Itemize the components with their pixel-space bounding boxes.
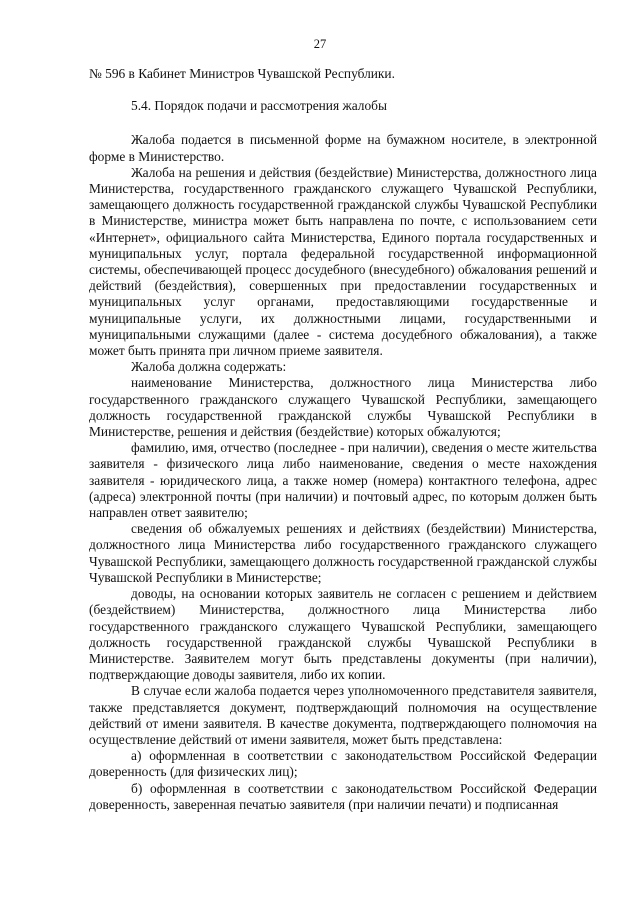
paragraph: Жалоба на решения и действия (бездействие) Министерства, должностного лица Министерства, государственного гражданского служащего Чувашской Республики, замещающего должность государственной гражданской службы Чувашской Республики в Министерстве, министра может быть направлена по почте, с использованием сети «Интернет», официального сайта Министерства, Единого портала государственных и муниципальных услуг, портала федеральной государственной информационной системы, обеспечивающей процесс досудебного (внесудебного) обжалования решений и действий (бездействия), совершенных при предоставлении государственных и муниципальных услуг органами, предоставляющими государственные и муниципальные услуги, их должностными лицами, государственными и муниципальными служащими (далее - система досудебного обжалования), а также может быть принята при личном приеме заявителя.	[89, 164, 597, 359]
section-heading: 5.4. Порядок подачи и рассмотрения жалобы	[131, 98, 387, 114]
document-body	[89, 66, 597, 813]
paragraph: фамилию, имя, отчество (последнее - при наличии), сведения о месте жительства заявителя - физического лица либо наименование, сведения о месте нахождения заявителя - юридического лица, а также номер (номера) контактного телефона, адрес (адреса) электронной почты (при наличии) и почтовый адрес, по которым должен быть направлен ответ заявителю;	[89, 440, 597, 521]
paragraph: сведения об обжалуемых решениях и действиях (бездействии) Министерства, должностного лица Министерства либо государственного гражданского служащего Чувашской Республики, замещающего должность государственной гражданской службы Чувашской Республики в Министерстве;	[89, 521, 597, 585]
paragraph: доводы, на основании которых заявитель не согласен с решением и действием (бездействием) Министерства, должностного лица Министерства либо государственного гражданского служащего Чувашской Республики, замещающего должность государственной гражданской службы Чувашской Республики в Министерстве. Заявителем могут быть представлены документы (при наличии), подтверждающие доводы заявителя, либо их копии.	[89, 586, 597, 683]
page-number: 27	[313, 37, 327, 51]
paragraph: Жалоба должна содержать:	[131, 359, 287, 375]
paragraph: а) оформленная в соответствии с законодательством Российской Федерации доверенность (для физических лиц);	[89, 748, 597, 780]
continuation-line: № 596 в Кабинет Министров Чувашской Республики.	[89, 66, 395, 81]
paragraph: наименование Министерства, должностного лица Министерства либо государственного гражданского служащего Чувашской Республики, замещающего должность государственной гражданской службы Чувашской Республики в Министерстве, решения и действия (бездействие) которых обжалуются;	[89, 375, 597, 440]
paragraph: б) оформленная в соответствии с законодательством Российской Федерации доверенность, заверенная печатью заявителя (при наличии печати) и подписанная	[89, 780, 597, 812]
paragraph: Жалоба подается в письменной форме на бумажном носителе, в электронной форме в Министерство.	[89, 132, 597, 164]
paragraph: В случае если жалоба подается через уполномоченного представителя заявителя, также представляется документ, подтверждающий полномочия на осуществление действий от имени заявителя. В качестве документа, подтверждающего полномочия на осуществление действий от имени заявителя, может быть представлена:	[89, 683, 597, 747]
